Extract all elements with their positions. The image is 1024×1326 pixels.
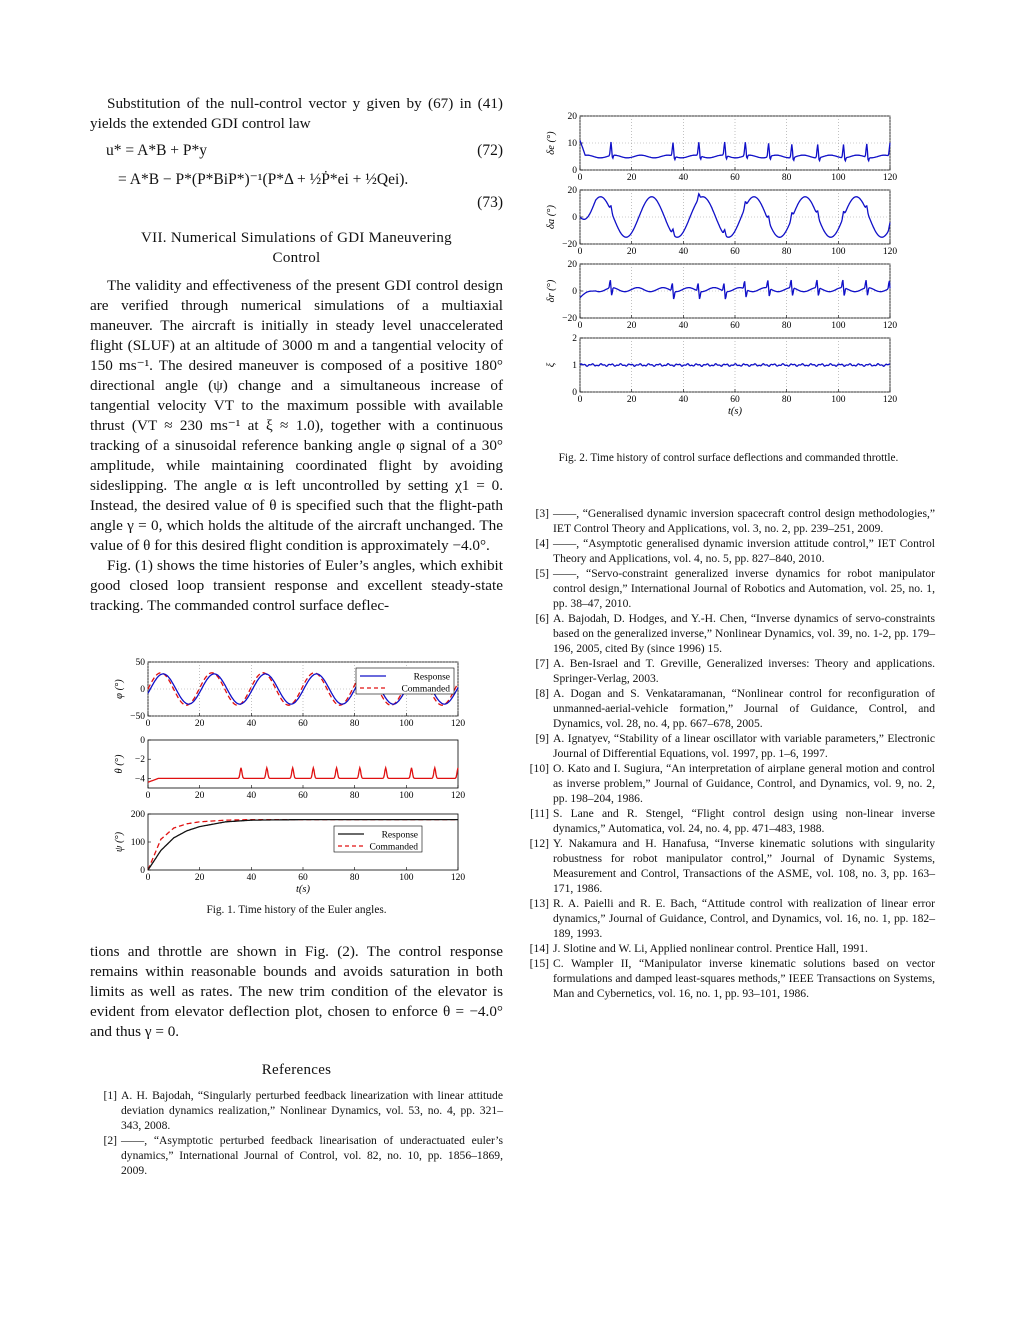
- y-tick-label: 0: [572, 213, 577, 223]
- x-tick-label: 100: [831, 395, 846, 405]
- reference-item: [9] A. Ignatyev, “Stability of a linear oscillator with variable parameters,” Electronic Journal of Differential Equations, vol. 1997, pp. 1–6, 1997.: [535, 732, 935, 760]
- legend-label: Commanded: [369, 842, 418, 853]
- x-tick-label: 20: [626, 321, 637, 331]
- y-tick-label: 0: [140, 685, 145, 695]
- x-tick-label: 40: [678, 247, 689, 257]
- paragraph-simulation-2: Fig. (1) shows the time histories of Euler’s angles, which exhibit good closed loop transient response and excellent steady-state tracking. The commanded control surface deflec-: [90, 557, 503, 614]
- references-left: [90, 1088, 503, 1178]
- y-tick-label: 200: [130, 810, 145, 820]
- x-tick-label: 100: [831, 173, 846, 183]
- x-tick-label: 80: [349, 873, 360, 883]
- x-tick-label: 80: [781, 173, 792, 183]
- x-tick-label: 60: [730, 173, 740, 183]
- plot-frame: [148, 740, 458, 788]
- figure-2-control-surfaces: [522, 104, 935, 434]
- reference-item: [10] O. Kato and I. Sugiura, “An interpretation of airplane general motion and control as inverse problem,” Journal of Guidance, Control, and Dynamics, vol. 9, no. 2, pp. 198–204, 1986.: [529, 762, 935, 805]
- x-tick-label: 0: [145, 873, 151, 883]
- figure-2-caption: Fig. 2. Time history of control surface deflections and commanded throttle.: [558, 452, 899, 464]
- x-tick-label: 40: [246, 873, 257, 883]
- reference-item: [7] A. Ben-Israel and T. Greville, Generalized inverses: Theory and applications. Springer-Verlag, 2003.: [535, 657, 935, 685]
- x-tick-label: 120: [450, 873, 466, 883]
- y-tick-label: −4: [134, 774, 145, 785]
- x-axis-label: t(s): [296, 884, 310, 895]
- x-tick-label: 80: [781, 395, 792, 405]
- x-tick-label: 120: [450, 719, 466, 729]
- x-tick-label: 60: [730, 321, 740, 331]
- reference-item: [4] ——, “Asymptotic generalised dynamic inversion attitude control,” IET Control Theory and Applications, vol. 4, no. 5, pp. 827–840, 2010.: [535, 537, 935, 565]
- legend-label: Response: [381, 830, 418, 841]
- y-axis-label: θ (°): [114, 754, 125, 774]
- x-tick-label: 60: [730, 395, 740, 405]
- reference-item: [15] C. Wampler II, “Manipulator inverse kinematic solutions based on vector formulations and damped least-squares methods,” IEEE Transactions on Systems, Man and Cybernetics, vol. 16, no. 1, pp. 93–101, 1986.: [529, 957, 935, 1000]
- y-tick-label: 2: [572, 334, 577, 344]
- y-axis-label: ξ: [546, 362, 557, 368]
- references-right: [522, 506, 935, 1001]
- y-axis-label: δa (°): [546, 205, 557, 229]
- y-tick-label: 20: [567, 260, 577, 270]
- y-axis-label: δe (°): [546, 131, 557, 155]
- x-tick-label: 20: [626, 395, 637, 405]
- reference-item: [1] A. H. Bajodah, “Singularly perturbed feedback linearization with linear attitude deviation dynamics realization,” Nonlinear Dynamics, vol. 53, no. 4, pp. 321–343, 2008.: [103, 1089, 503, 1132]
- y-axis-label: φ (°): [114, 679, 125, 699]
- x-tick-label: 100: [399, 791, 414, 801]
- y-tick-label: 0: [140, 736, 145, 746]
- x-tick-label: 40: [246, 791, 257, 801]
- paragraph-intro: Substitution of the null-control vector y given by (67) in (41) yields the extended GDI control law: [90, 95, 503, 132]
- y-tick-label: 1: [572, 361, 577, 371]
- reference-item: [5] ——, “Servo-constraint generalized inverse dynamics for robot manipulator control design,” International Journal of Robotics and Automation, vol. 25, no. 1, pp. 38–47, 2010.: [535, 567, 935, 610]
- x-tick-label: 40: [678, 321, 689, 331]
- reference-item: [3] ——, “Generalised dynamic inversion spacecraft control design methodologies,” IET Control Theory and Applications, vol. 3, no. 2, pp. 239–251, 2009.: [535, 507, 935, 535]
- legend-label: Response: [413, 672, 450, 683]
- y-tick-label: 0: [572, 388, 577, 398]
- x-tick-label: 0: [145, 719, 151, 729]
- x-tick-label: 20: [194, 791, 205, 801]
- x-tick-label: 80: [781, 247, 792, 257]
- x-tick-label: 20: [626, 247, 637, 257]
- y-tick-label: 20: [567, 112, 577, 122]
- left-column: Substitution of the null-control vector y given by (67) in (41) yields the extended GDI control law u* = A*B + P*y (72) = A*B − P*(P*BiP*)⁻¹(P*Δ + ½Ṗ*ei + ½Qei). (73) VII. Numerical Simulations of GDI Maneuvering Control The validity and effectiveness of the present GDI control design are verified through numerical simulations of a multiaxial maneuver. The aircraft is initially in steady level unaccelerated flight (SLUF) at an altitude of 3000 m and a tangential velocity of 150 ms⁻¹. The desired maneuver is composed of a positive 180° directional angle (ψ) change and a simultaneous increase of tangential velocity VT to the maximum possible with available thrust (VT ≈ 230 ms⁻¹ at ξ ≈ 1.0), together with a continuous tracking of a sinusoidal reference banking angle φ signal of a 30° amplitude, while maintaining coordinated flight by avoiding sideslipping. The angle α is left uncontrolled by setting χ1 = 0. Instead, the desired value of θ is specified such that the flight-path angle γ = 0, which holds the altitude of the aircraft unchanged. The value of θ for this desired flight condition is approximately −4.0°. Fig. (1) shows the time histories of Euler’s angles, which exhibit good closed loop transient response and excellent steady-state tracking. The commanded control surface deflec- 0 20 40 60 80 100 120 −50 0 50 φ (°) Response Commanded 0 20 40 60 80 100 120 −4 −2 0 θ (°) 0 20 40 60 80 100 120 0 100 200 ψ (°) t(s) Response Commanded Fig. 1. Time history of the Euler angles. tions and throttle are shown in Fig. (2). The control response remains within reasonable bounds and avoids saturation in both limits as well as rates. The new trim condition of the elevator is evident from elevator deflection plot, chosen to enforce θ = −4.0° and thus γ = 0. References [1] A. H. Bajodah, “Singularly perturbed feedback linearization with linear attitude deviation dynamics realization,” Nonlinear Dynamics, vol. 53, no. 4, pp. 321–343, 2008. [2] ——, “Asymptotic perturbed feedback linearisation of underactuated euler’s dynamics,” International Journal of Control, vol. 82, no. 10, pp. 1856–1869, 2009.: [90, 95, 503, 1177]
- y-tick-label: 20: [567, 186, 577, 196]
- x-tick-label: 80: [349, 791, 360, 801]
- x-tick-label: 120: [882, 321, 898, 331]
- y-tick-label: −20: [562, 314, 577, 324]
- y-tick-label: −2: [134, 755, 145, 766]
- y-tick-label: 50: [135, 658, 145, 668]
- reference-item: [2] ——, “Asymptotic perturbed feedback linearisation of underactuated euler’s dynamics,” International Journal of Control, vol. 82, no. 10, pp. 1856–1869, 2009.: [103, 1134, 503, 1177]
- figure-1-caption: Fig. 1. Time history of the Euler angles.: [206, 904, 387, 916]
- x-tick-label: 80: [781, 321, 792, 331]
- x-tick-label: 60: [298, 873, 308, 883]
- section-title: VII. Numerical Simulations of GDI Maneuvering Control: [141, 230, 452, 266]
- x-tick-label: 60: [298, 719, 308, 729]
- x-tick-label: 120: [882, 247, 898, 257]
- x-tick-label: 20: [194, 719, 205, 729]
- x-tick-label: 100: [399, 719, 414, 729]
- x-tick-label: 100: [831, 247, 846, 257]
- x-tick-label: 40: [246, 719, 257, 729]
- x-tick-label: 120: [450, 791, 466, 801]
- x-tick-label: 40: [678, 173, 689, 183]
- reference-item: [6] A. Bajodah, D. Hodges, and Y.-H. Chen, “Inverse dynamics of servo-constraints based on the generalized inverse,” Nonlinear Dynamics, vol. 39, no. 1-2, pp. 179–196, 2005, cited By (since 1996) 15.: [535, 612, 935, 655]
- x-tick-label: 80: [349, 719, 360, 729]
- reference-item: [11] S. Lane and R. Stengel, “Flight control design using non-linear inverse dynamics,” Automatica, vol. 24, no. 4, pp. 471–483, 1988.: [530, 807, 935, 835]
- x-tick-label: 100: [831, 321, 846, 331]
- references-heading: References: [261, 1062, 332, 1078]
- x-tick-label: 60: [730, 247, 740, 257]
- y-axis-label: ψ (°): [114, 831, 125, 853]
- x-tick-label: 0: [577, 173, 583, 183]
- reference-item: [13] R. A. Paielli and R. E. Bach, “Attitude control with realization of linear error dynamics,” Journal of Guidance, Control, and Dynamics, vol. 16, no. 1, pp. 182–189, 1993.: [529, 897, 935, 940]
- x-tick-label: 120: [882, 173, 898, 183]
- equation-73: = A*B − P*(P*BiP*)⁻¹(P*Δ + ½Ṗ*ei + ½Qei).: [118, 171, 409, 188]
- y-tick-label: −20: [562, 240, 577, 250]
- x-tick-label: 20: [194, 873, 205, 883]
- paragraph-simulation-1: The validity and effectiveness of the present GDI control design are verified through numerical simulations of a multiaxial maneuver. The aircraft is initially in steady level unaccelerated flight (SLUF) at an altitude of 3000 m and a tangential velocity of 150 ms⁻¹. The desired maneuver is composed of a positive 180° directional angle (ψ) change and a simultaneous increase of tangential velocity VT to the maximum possible with available thrust (VT ≈ 230 ms⁻¹ at ξ ≈ 1.0), together with a continuous tracking of a sinusoidal reference banking angle φ signal of a 30° amplitude, while maintaining coordinated flight by avoiding sideslipping. The angle α is left uncontrolled by setting χ1 = 0. Instead, the desired value of θ is specified such that the flight-path angle γ = 0, which holds the altitude of the aircraft unchanged. The value of θ for this desired flight condition is approximately −4.0°.: [90, 277, 503, 554]
- equation-72: u* = A*B + P*y (72): [106, 142, 503, 159]
- x-tick-label: 20: [626, 173, 637, 183]
- y-axis-label: δr (°): [546, 279, 557, 303]
- right-column: [522, 104, 935, 1001]
- y-tick-label: 0: [140, 866, 145, 876]
- x-tick-label: 120: [882, 395, 898, 405]
- reference-item: [14] J. Slotine and W. Li, Applied nonlinear control. Prentice Hall, 1991.: [529, 942, 868, 955]
- y-tick-label: 10: [567, 139, 577, 149]
- x-tick-label: 0: [577, 247, 583, 257]
- paragraph-after-figure: tions and throttle are shown in Fig. (2). The control response remains within reasonable bounds and avoids saturation in both limits as well as rates. The new trim condition of the elevator is evident from elevator deflection plot, chosen to enforce θ = −4.0° and thus γ = 0.: [90, 943, 503, 1040]
- x-tick-label: 0: [145, 791, 151, 801]
- x-tick-label: 0: [577, 395, 583, 405]
- y-tick-label: 100: [130, 838, 145, 848]
- reference-item: [12] Y. Nakamura and H. Hanafusa, “Inverse kinematic solutions with singularity robustness for robot manipulator control,” Journal of Dynamic Systems, Measurement and Control, Transactions of the ASME, vol. 108, no. 3, pp. 163–171, 1986.: [529, 837, 935, 895]
- y-tick-label: 0: [572, 166, 577, 176]
- x-tick-label: 0: [577, 321, 583, 331]
- y-tick-label: 0: [572, 287, 577, 297]
- x-tick-label: 40: [678, 395, 689, 405]
- x-tick-label: 100: [399, 873, 414, 883]
- x-axis-label: t(s): [728, 406, 742, 417]
- figure-1-euler-angles: [90, 648, 503, 898]
- legend-label: Commanded: [401, 684, 450, 695]
- x-tick-label: 60: [298, 791, 308, 801]
- reference-item: [8] A. Dogan and S. Venkataramanan, “Nonlinear control for reconfiguration of unmanned-aerial-vehicle formation,” Journal of Guidance, Control, and Dynamics, vol. 28, no. 4, pp. 667–678, 2005.: [535, 687, 935, 730]
- y-tick-label: −50: [130, 712, 145, 722]
